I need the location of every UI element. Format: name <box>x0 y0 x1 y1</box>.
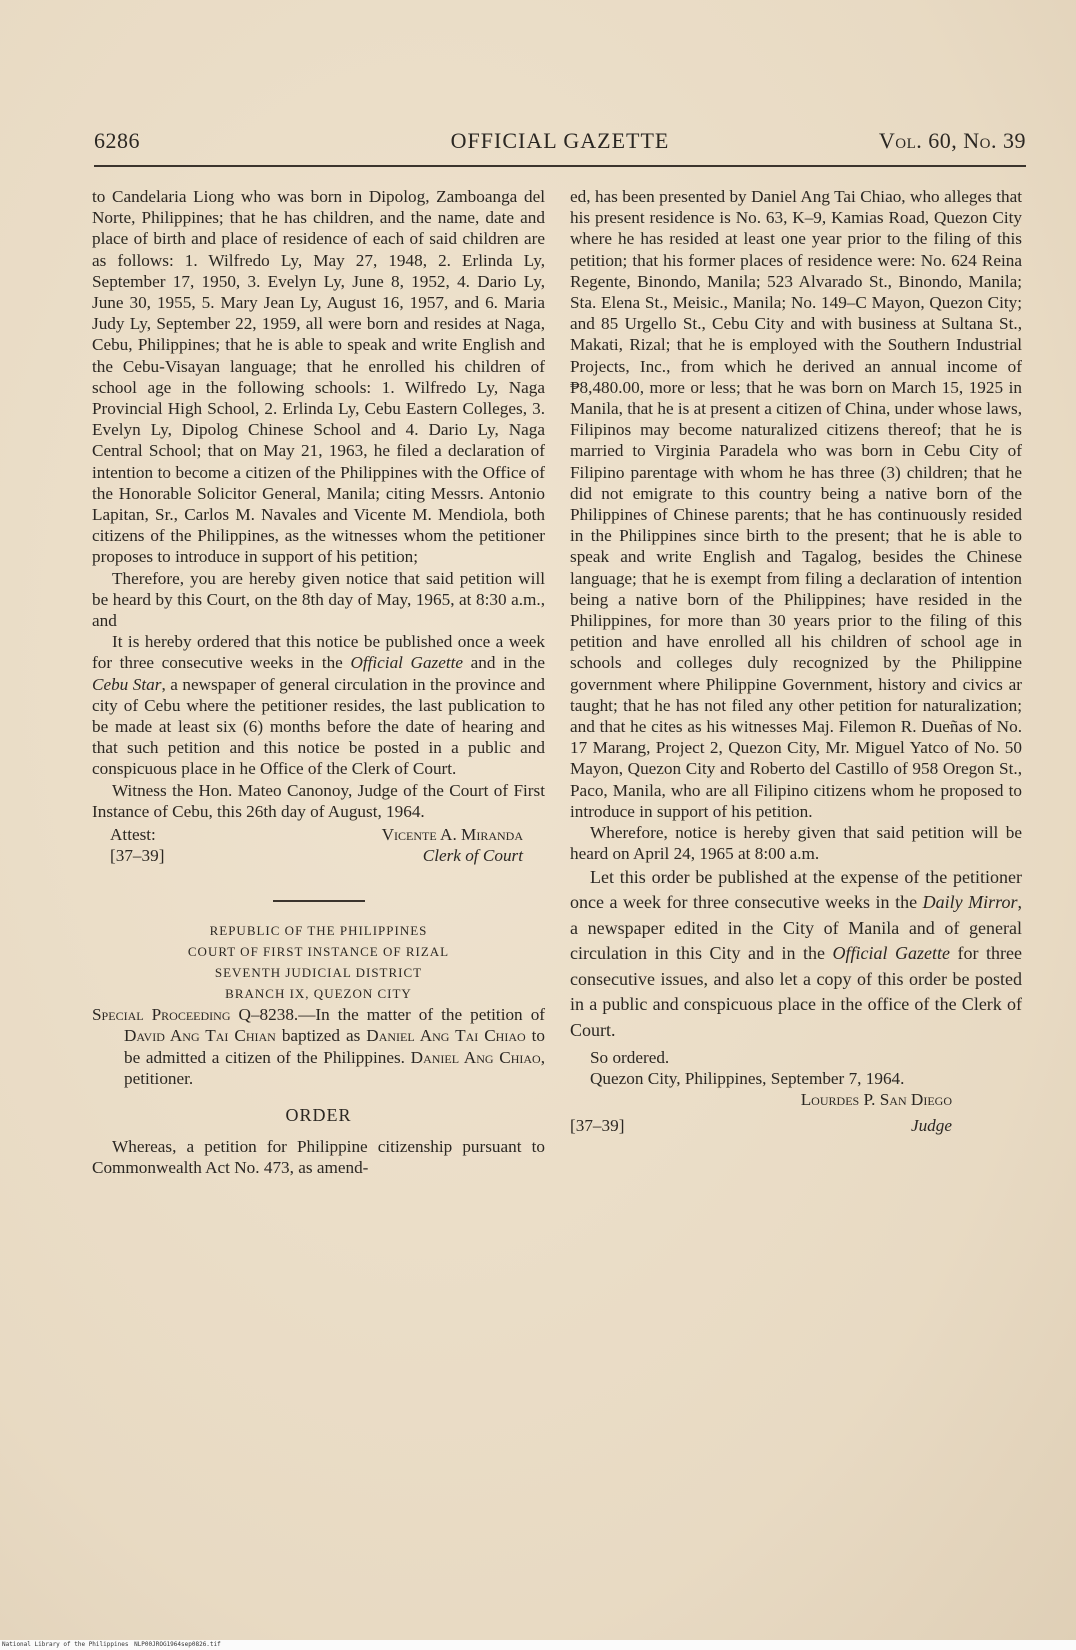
publication-title: OFFICIAL GAZETTE <box>450 128 670 153</box>
court-line: REPUBLIC OF THE PHILIPPINES <box>209 923 428 939</box>
page-number: 6286 <box>94 128 140 153</box>
page-header <box>94 128 1026 162</box>
court-heading <box>92 920 545 1004</box>
paragraph: ed, has been presented by Daniel Ang Tai Chiao, who alleges that his present residence is No. 63, K–9, Kamias Road, Quezon City where he has resided at least one year prior to the filing of this petition; that his former places of residence were: No. 624 Reina Regente, Binondo, Manila; 523 Alvarado St., Binondo, Manila; Sta. Elena St., Meisic., Manila; No. 149–C Mayon, Quezon City; and 85 Urgello St., Cebu City and with business at Sultana St., Makati, Rizal; that he is employed with the Southern Industrial Projects, Inc., from which he derived an annual income of ₱8,480.00, more or less; that he was born on March 15, 1925 in Manila, that he is at present a citizen of China, under whose laws, Filipinos may become naturalized citizens thereof; that he is married to Virginia Paradela who was born in Cebu City of Filipino parentage with whom he has three (3) children; that he did not emigrate to this country being a native born of the Philippines of Chinese parents; that he has continuously resided in the Philippines since birth to the present; that he is able to speak and write English and Tagalog, besides the Chinese language; that he is exempt from filing a declaration of intention being a native born of the Philippines; have resided in the Philippines, for more than 30 years prior to the filing of this petition and have enrolled all his children of school age in schools and colleges duly recognized by the Philippine government where Philippine Government, history and civics ar taught; that he has not filed any other petition for naturalization; and that he cites as his witnesses Maj. Filemon R. Dueñas of No. 17 Marang, Project 2, Quezon City, Mr. Miguel Yatco of No. 50 Mayon, Quezon City and Roberto del Castillo of 958 Oregon St., Paco, Manila, who are all Filipino citizens whom he proposed to introduce in support of his petition. <box>570 187 1022 821</box>
so-ordered: So ordered. <box>590 1048 670 1067</box>
court-line: BRANCH IX, QUEZON CITY <box>225 986 412 1002</box>
order-heading: ORDER <box>285 1104 352 1125</box>
paragraph: Wherefore, notice is hereby given that said petition will be heard on April 24, 1965 at 8:00 a.m. <box>570 823 1022 864</box>
publication-name: Cebu Star <box>92 674 162 694</box>
place-date: Quezon City, Philippines, September 7, 1964. <box>590 1069 905 1089</box>
attestation <box>92 824 545 866</box>
paragraph: Let this order be published at the expense of the petitioner once a week for three consecutive weeks in the Daily Mirror, a newspaper edited in the City of Manila and of general circulation in this City and in the Official Gazette for three consecutive issues, and also let a copy of this order be posted in a public and conspicuous place in the office of the Clerk of Court. <box>570 866 1023 1040</box>
left-column <box>92 186 545 1179</box>
section-divider <box>273 900 365 902</box>
signer-title: Clerk of Court <box>422 846 523 866</box>
attest-label: Attest: <box>110 825 156 845</box>
signature-block <box>570 1089 1022 1139</box>
doc-reference: [37–39] <box>570 1116 625 1136</box>
right-column <box>570 186 1022 1139</box>
paragraph: Therefore, you are hereby given notice that said petition will be heard by this Court, on the 8th day of May, 1965, at 8:30 a.m., and <box>92 568 545 631</box>
signer-title: Judge <box>910 1116 952 1136</box>
paragraph: It is hereby ordered that this notice be published once a week for three consecutive weeks in the Official Gazette and in the Cebu Star, a newspaper of general circulation in the province and city of Cebu where the petitioner resides, the last publication to be made at least six (6) months before the date of hearing and that such petition and this notice be posted in a public and conspicuous place in he Office of the Clerk of Court. <box>92 632 546 779</box>
paragraph: Witness the Hon. Mateo Canonoy, Judge of the Court of First Instance of Cebu, this 26th day of August, 1964. <box>92 780 545 821</box>
paragraph: to Candelaria Liong who was born in Dipolog, Zamboanga del Norte, Philippines; that he has children, and the name, date and place of birth and place of residence of each of said children are as follows: 1. Wilfredo Ly, May 27, 1948, 2. Erlinda Ly, September 17, 1950, 3. Evelyn Ly, June 8, 1952, 4. Dario Ly, June 30, 1955, 5. Mary Jean Ly, August 16, 1957, and 6. Maria Judy Ly, September 22, 1959, all were born and resides at Naga, Cebu, Philippines; that he is able to speak and write English and the Cebu-Visayan language; that he enrolled his children of school age in the following schools: 1. Wilfredo Ly, Naga Provincial High School, 2. Erlinda Ly, Cebu Eastern Colleges, 3. Evelyn Ly, Dipolog Chinese School and 4. Dario Ly, Naga Central School; that on May 21, 1963, he filed a declaration of intention to become a citizen of the Philippines with the Office of the Honorable Solicitor General, Manila; citing Messrs. Antonio Lapitan, Sr., Carlos M. Navales and Vicente M. Mendiola, both citizens of the Philippines, as the witnesses whom the petitioner proposes to introduce in support of his petition; <box>92 187 545 567</box>
paragraph: Whereas, a petition for Philippine citizenship pursuant to Commonwealth Act No. 473, as amend- <box>92 1137 545 1178</box>
signer-name: Lourdes P. San Diego <box>800 1090 952 1110</box>
header-rule <box>94 165 1026 167</box>
special-proceeding: Special Proceeding Q–8238.—In the matter of the petition of David Ang Tai Chian baptized as Daniel Ang Tai Chiao to be admitted a citizen of the Philippines. Daniel Ang Chiao, petitioner. <box>92 1005 546 1088</box>
file-label: NLP00JROG1964sep0826.tif <box>134 1641 221 1648</box>
publication-name: Official Gazette <box>832 943 951 963</box>
publication-name: Official Gazette <box>350 653 464 673</box>
doc-reference: [37–39] <box>110 846 165 866</box>
source-label: National Library of the Philippines <box>2 1641 129 1648</box>
court-line: SEVENTH JUDICIAL DISTRICT <box>214 965 423 981</box>
publication-name: Daily Mirror <box>922 892 1018 912</box>
volume-issue: Vol. 60, No. 39 <box>878 128 1026 153</box>
scan-footer <box>0 1640 1076 1650</box>
court-line: COURT OF FIRST INSTANCE OF RIZAL <box>187 944 450 960</box>
signer-name: Vicente A. Miranda <box>381 825 523 845</box>
